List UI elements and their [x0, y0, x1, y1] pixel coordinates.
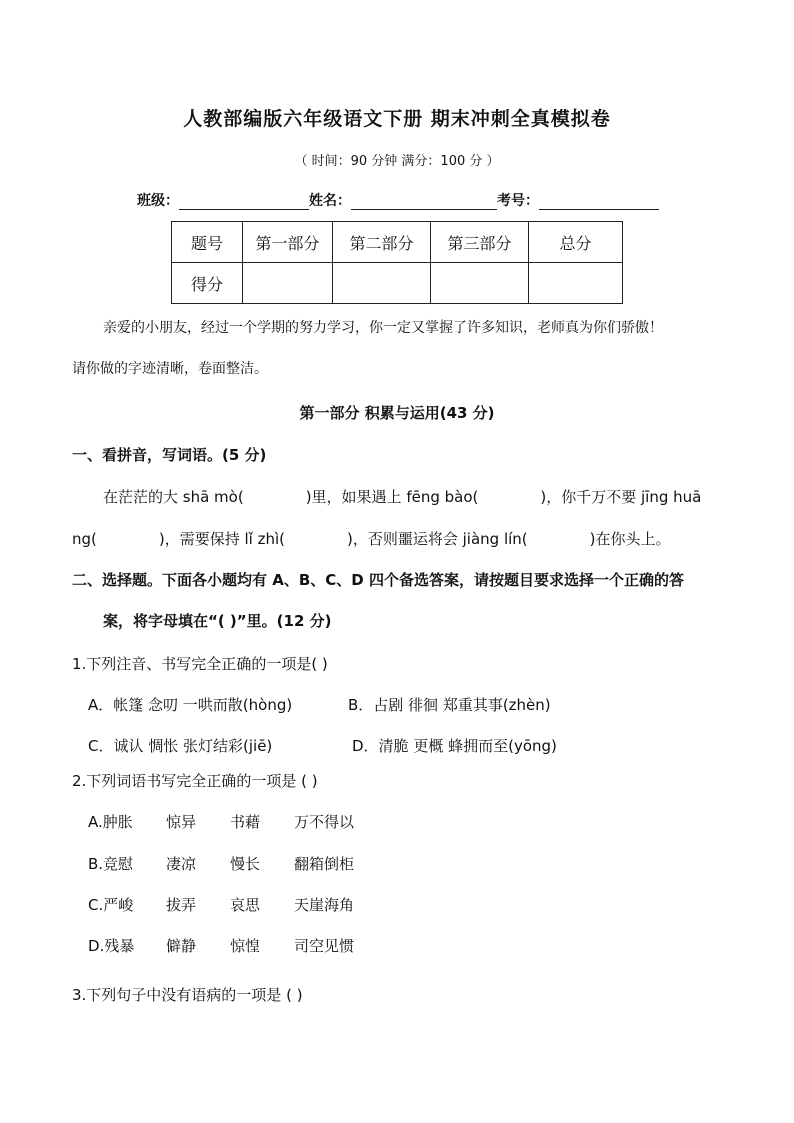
option-word: 惊异 — [166, 813, 197, 831]
option-word: 翻箱倒柜 — [294, 855, 355, 873]
question-heading: 二、选择题。下面各小题均有 A、B、C、D 四个备选答案，请按题目要求选择一个正确的答 — [72, 571, 684, 589]
text-segment: 在茫茫的大 shā mò( — [103, 488, 244, 506]
text-segment: )，需要保持 lǐ zhì( — [158, 530, 286, 548]
header-cell: 第三部分 — [431, 222, 529, 263]
score-cell[interactable] — [243, 263, 333, 304]
option-c: C．诚认 惆怅 张灯结彩(jiē) — [88, 737, 273, 755]
option-word: 慢长 — [230, 855, 261, 873]
option-word: 凄凉 — [166, 855, 197, 873]
item-stem: 2.下列词语书写完全正确的一项是 ( ) — [72, 772, 318, 790]
number-label: 考号： — [497, 193, 539, 209]
option-word: 拔弄 — [166, 896, 197, 914]
item-stem: 1.下列注音、书写完全正确的一项是( ) — [72, 655, 328, 673]
option-word: 万不得以 — [294, 813, 355, 831]
exam-subtitle: （ 时间：90 分钟 满分：100 分 ） — [294, 154, 500, 169]
intro-line-2: 请你做的字迹清晰，卷面整洁。 — [72, 361, 268, 377]
text-segment: ng( — [72, 530, 97, 548]
exam-title: 人教部编版六年级语文下册 期末冲刺全真模拟卷 — [183, 108, 611, 130]
name-label: 姓名： — [309, 193, 351, 209]
row-label-cell: 得分 — [172, 263, 243, 304]
option-word: D.残暴 — [88, 937, 135, 955]
option-word: 僻静 — [166, 937, 197, 955]
text-segment: )，你千万不要 jīng huā — [540, 488, 702, 506]
student-info-row — [137, 189, 659, 210]
text-segment: )里，如果遇上 fēng bào( — [305, 488, 479, 506]
number-field[interactable] — [539, 189, 659, 210]
pinyin-line-2 — [72, 528, 671, 549]
text-segment: )在你头上。 — [589, 530, 671, 548]
option-word: 哀思 — [230, 896, 261, 914]
option-word: 书藉 — [230, 813, 261, 831]
score-cell[interactable] — [431, 263, 529, 304]
score-cell[interactable] — [333, 263, 431, 304]
score-table — [171, 221, 623, 304]
item-stem: 3.下列句子中没有语病的一项是 ( ) — [72, 986, 303, 1004]
question-heading-cont: 案，将字母填在“( )”里。(12 分) — [103, 612, 332, 630]
header-cell: 第二部分 — [333, 222, 431, 263]
option-a — [88, 811, 354, 832]
option-word: 惊惶 — [230, 937, 261, 955]
name-field[interactable] — [351, 189, 497, 210]
option-word: 司空见惯 — [294, 937, 355, 955]
question-heading: 一、看拼音，写词语。(5 分) — [72, 446, 267, 464]
option-c — [88, 894, 354, 915]
option-d: D．清脆 更概 蜂拥而至(yōng) — [352, 737, 557, 755]
option-b: B．占剧 徘徊 郑重其事(zhèn) — [348, 696, 551, 714]
header-cell: 第一部分 — [243, 222, 333, 263]
class-label: 班级： — [137, 193, 179, 209]
score-table-header-row — [172, 222, 623, 263]
option-word: 天崖海角 — [294, 896, 355, 914]
header-cell: 题号 — [172, 222, 243, 263]
header-cell: 总分 — [529, 222, 623, 263]
section-title: 第一部分 积累与运用(43 分) — [299, 404, 495, 422]
option-word: C.严峻 — [88, 896, 134, 914]
option-word: A.肿胀 — [88, 813, 133, 831]
option-a: A．帐篷 念叨 一哄而散(hòng) — [88, 696, 293, 714]
intro-line-1: 亲爱的小朋友，经过一个学期的努力学习，你一定又掌握了许多知识，老师真为你们骄傲！ — [103, 320, 663, 336]
class-field[interactable] — [179, 189, 309, 210]
option-word: B.竞慰 — [88, 855, 134, 873]
option-b — [88, 853, 354, 874]
option-d — [88, 935, 354, 956]
score-cell[interactable] — [529, 263, 623, 304]
text-segment: )，否则噩运将会 jiàng lín( — [347, 530, 528, 548]
score-table-score-row — [172, 263, 623, 304]
pinyin-line-1 — [103, 486, 701, 507]
